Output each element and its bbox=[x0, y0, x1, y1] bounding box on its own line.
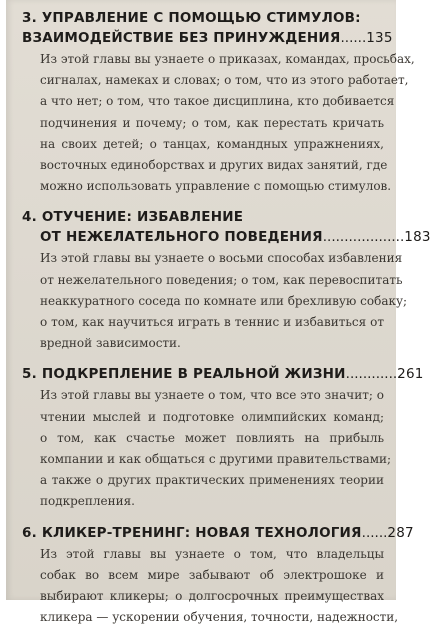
description-line: на своих детей; о танцах, командных упражнениях, bbox=[40, 136, 384, 151]
description-line: Из этой главы вы узнаете о приказах, командах, просьбах, bbox=[40, 52, 415, 66]
leader-dots: ................... bbox=[322, 229, 405, 246]
book-page bbox=[6, 0, 431, 625]
leader-dots: ...... bbox=[340, 30, 367, 46]
chapter-title-text: ОТ НЕЖЕЛАТЕЛЬНОГО ПОВЕДЕНИЯ bbox=[40, 229, 323, 246]
description-line: от нежелательного поведения; о том, как перевоспитать bbox=[40, 272, 403, 287]
chapter-title-text: 4. ОТУЧЕНИЕ: ИЗБАВЛЕНИЕ bbox=[22, 209, 244, 226]
chapter-entry bbox=[22, 364, 424, 512]
chapter-description bbox=[40, 544, 399, 628]
chapter-title bbox=[22, 523, 414, 543]
chapter-entry bbox=[22, 523, 414, 628]
description-line: а что нет; о том, что такое дисциплина, кто добивается bbox=[40, 94, 395, 109]
chapter-title bbox=[22, 364, 424, 384]
description-line: Из этой главы вы узнаете о восьми способах избавления bbox=[40, 251, 403, 266]
chapter-title-text: 3. УПРАВЛЕНИЕ С ПОМОЩЬЮ СТИМУЛОВ: bbox=[22, 10, 361, 26]
description-line: кликера — ускорении обучения, точности, надежности, bbox=[40, 610, 399, 625]
description-line: а также о других практических применениях теории bbox=[40, 473, 384, 488]
chapter-description bbox=[40, 49, 415, 197]
page-number: 261 bbox=[397, 366, 424, 383]
chapter-title bbox=[22, 8, 393, 48]
chapter-description bbox=[40, 248, 408, 354]
leader-dots: ...... bbox=[361, 524, 388, 541]
table-of-contents bbox=[22, 8, 431, 628]
description-line: вредной зависимости. bbox=[40, 336, 181, 351]
description-line: компании и как общаться с другими правительствами; bbox=[40, 452, 392, 467]
chapter-title-line bbox=[22, 364, 424, 384]
description-line: собак во всем мире забывают об электрошоке и bbox=[40, 567, 384, 582]
description-line: подкрепления. bbox=[40, 494, 135, 509]
chapter-entry bbox=[22, 8, 415, 197]
chapter-title-text: 5. ПОДКРЕПЛЕНИЕ В РЕАЛЬНОЙ ЖИЗНИ bbox=[22, 366, 346, 383]
description-line: восточных единоборствах и других видах занятий, где bbox=[40, 158, 388, 173]
chapter-title-line bbox=[22, 28, 393, 48]
chapter-title-text: 6. КЛИКЕР-ТРЕНИНГ: НОВАЯ ТЕХНОЛОГИЯ bbox=[22, 524, 362, 541]
page-number: 183 bbox=[404, 229, 431, 246]
chapter-title-text: ВЗАИМОДЕЙСТВИЕ БЕЗ ПРИНУЖДЕНИЯ bbox=[22, 30, 341, 46]
leader-dots: ............ bbox=[345, 366, 398, 383]
description-line: сигналах, намеках и словах; о том, что из этого работает, bbox=[40, 73, 409, 88]
chapter-title-line bbox=[22, 8, 384, 28]
chapter-title-line bbox=[22, 227, 431, 247]
description-line: подчинения и почему; о том, как перестать кричать bbox=[40, 115, 384, 130]
description-line: неаккуратного соседа по комнате или брехливую собаку; bbox=[40, 293, 408, 308]
description-line: можно использовать управление с помощью стимулов. bbox=[40, 179, 392, 194]
description-line: Из этой главы вы узнаете о том, что все это значит; о bbox=[40, 388, 384, 403]
chapter-title-line bbox=[22, 523, 414, 543]
chapter-description bbox=[40, 385, 392, 512]
page-number: 287 bbox=[387, 524, 414, 541]
description-line: о том, как научиться играть в теннис и избавиться от bbox=[40, 315, 384, 330]
description-line: о том, как счастье может повлиять на прибыль bbox=[40, 430, 384, 445]
chapter-title-line bbox=[22, 207, 384, 227]
page-number: 135 bbox=[366, 30, 393, 46]
description-line: чтении мыслей и подготовке олимпийских команд; bbox=[40, 409, 384, 424]
chapter-title bbox=[22, 207, 431, 247]
description-line: Из этой главы вы узнаете о том, что владельцы bbox=[40, 546, 384, 561]
description-line: выбирают кликеры; о долгосрочных преимуществах bbox=[40, 589, 384, 604]
chapter-entry bbox=[22, 207, 431, 354]
